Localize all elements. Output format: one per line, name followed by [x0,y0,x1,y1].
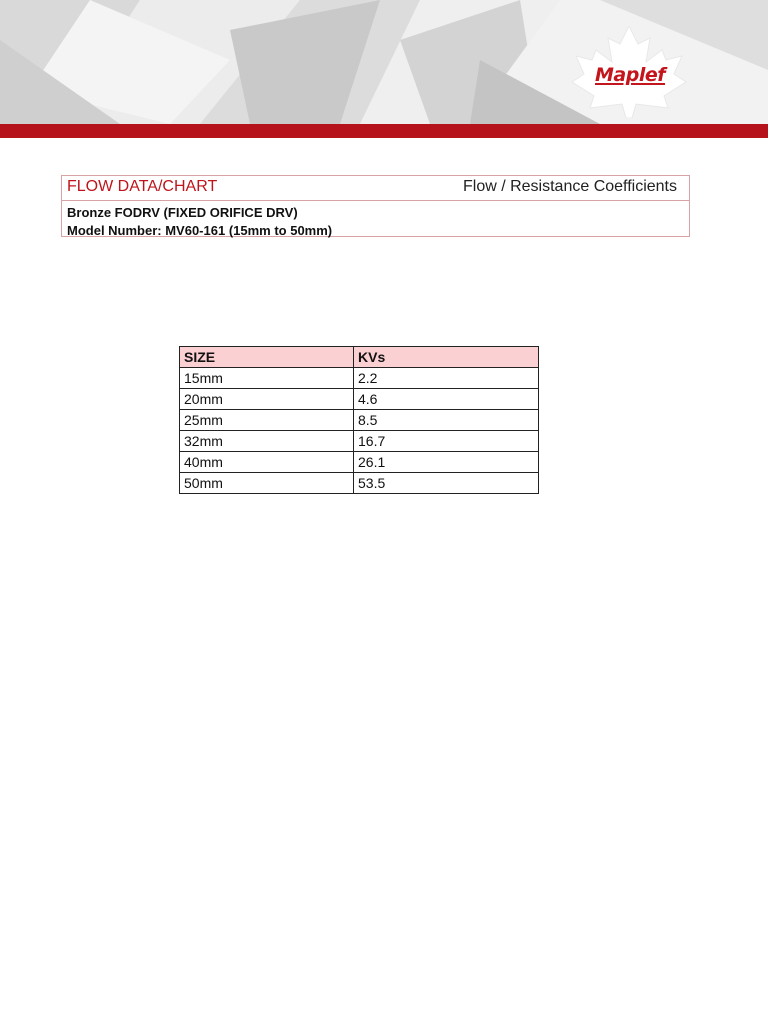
kvs-cell: 16.7 [354,431,539,452]
model-number: Model Number: MV60-161 (15mm to 50mm) [67,223,333,238]
header-banner [0,0,768,124]
accent-stripe [0,124,768,138]
kvs-cell: 2.2 [354,368,539,389]
size-cell: 20mm [180,389,354,410]
table-header-row [180,347,539,368]
table-row [180,410,539,431]
page-title: FLOW DATA/CHART [67,178,218,195]
column-header-size: SIZE [180,347,354,368]
table-row [180,473,539,494]
size-cell: 25mm [180,410,354,431]
table-row [180,368,539,389]
kvs-cell: 53.5 [354,473,539,494]
size-cell: 50mm [180,473,354,494]
table-row [180,452,539,473]
header-title-row [62,176,689,201]
table-row [180,389,539,410]
size-cell: 32mm [180,431,354,452]
document-header [61,175,690,237]
kvs-cell: 4.6 [354,389,539,410]
kvs-cell: 8.5 [354,410,539,431]
brand-logo: Maplef [595,64,665,86]
size-cell: 40mm [180,452,354,473]
column-header-kvs: KVs [354,347,539,368]
product-name: Bronze FODRV (FIXED ORIFICE DRV) [67,205,298,220]
page-subtitle: Flow / Resistance Coefficients [462,178,677,195]
kvs-cell: 26.1 [354,452,539,473]
table-row [180,431,539,452]
product-info [62,201,689,240]
flow-table [179,346,539,494]
size-cell: 15mm [180,368,354,389]
